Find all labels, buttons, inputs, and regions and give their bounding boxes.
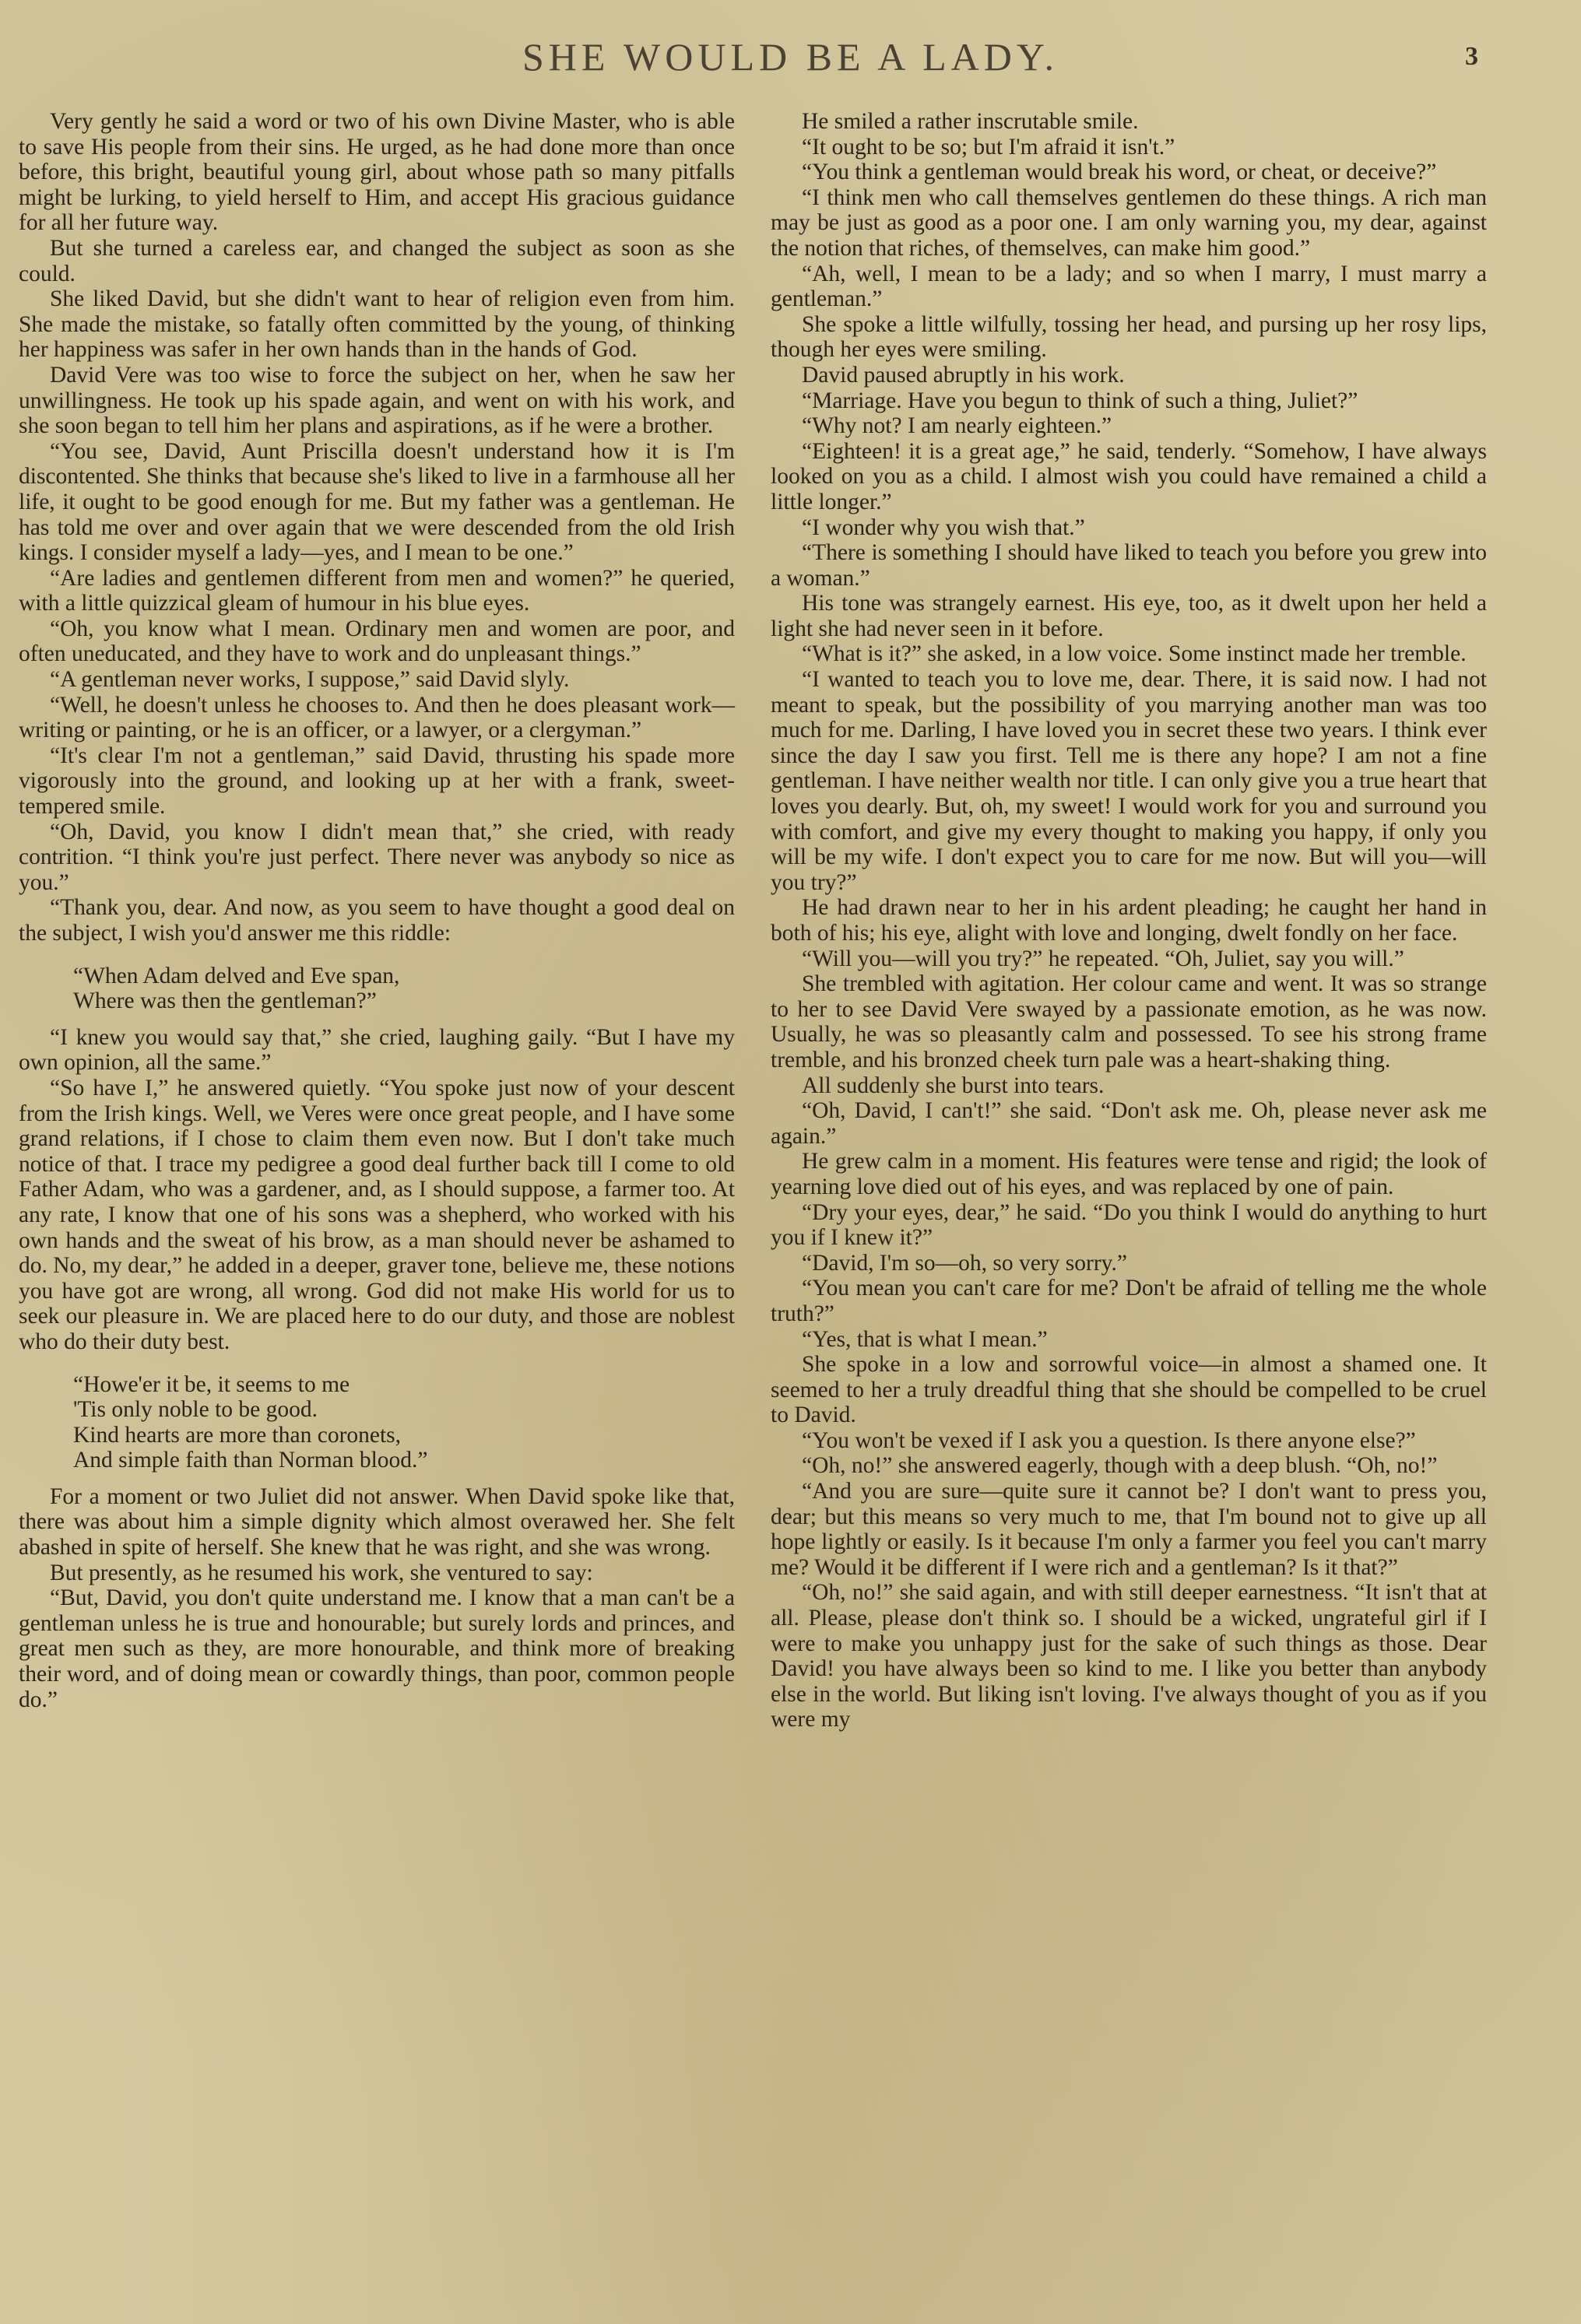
paragraph: “I wonder why you wish that.” <box>802 514 1085 540</box>
paragraph: She spoke a little wilfully, tossing her head, and pursing up her rosy lips, though her eyes were smiling. <box>771 311 1487 363</box>
paragraph: “And you are sure—quite sure it cannot be? I don't want to press you, dear; but this means so very much to me, that I'm bound not to give up all hope lightly or easily. Is it because I'm only a farmer you feel you can't marry me? Would it be different if I were rich and a gentleman? Is it that?” <box>771 1479 1487 1580</box>
paragraph: He smiled a rather inscrutable smile. <box>802 109 1139 134</box>
paragraph: “Yes, that is what I mean.” <box>802 1326 1048 1352</box>
paragraph: “I wanted to teach you to love me, dear. There, it is said now. I had not meant to speak, but the possibility of you marrying another man was too much for me. Darling, I have loved you in secret these two years. I think ever since the day I saw you first. Tell me is there any hope? I am not a fine gentleman. I have neither wealth nor title. I can only give you a true heart that loves you dearly. But, oh, my sweet! I would work for you and surround you with comfort, and give my every thought to making you happy, if only you will be my wife. I don't expect you to care for me now. But will you—will you try?” <box>771 667 1487 895</box>
paragraph: “Oh, no!” she said again, and with still deeper earnestness. “It isn't that at all. Please, please don't think so. I should be a wicked, ungrateful girl if I were to make you unhappy just for the sake of such things as those. Dear David! you have always been so kind to me. I like you better than anybody else in the world. But liking isn't loving. I've always thought of you as if you were my <box>771 1580 1487 1732</box>
paragraph: She liked David, but she didn't want to hear of religion even from him. She made the mistake, so fatally often committed by the young, of thinking her happiness was safer in her own hands than in the hands of God. <box>19 286 735 363</box>
paragraph: He grew calm in a moment. His features were tense and rigid; the look of yearning love died out of his eyes, and was replaced by one of pain. <box>771 1149 1487 1199</box>
paragraph: “David, I'm so—oh, so very sorry.” <box>802 1250 1127 1276</box>
running-head: SHE WOULD BE A LADY. <box>522 35 1059 79</box>
paragraph: “Ah, well, I mean to be a lady; and so when I marry, I must marry a gentleman.” <box>771 261 1487 312</box>
right-column <box>771 109 1487 1732</box>
paragraph: But she turned a careless ear, and changed the subject as soon as she could. <box>19 235 735 286</box>
paragraph: Very gently he said a word or two of his own Divine Master, who is able to save His people from their sins. He urged, as he had done more than once before, this bright, beautiful young girl, about whose path so many pitfalls might be lurking, to yield herself to Him, and accept His gracious guidance for all her future way. <box>19 109 735 236</box>
paragraph: “You think a gentleman would break his word, or cheat, or deceive?” <box>802 160 1437 185</box>
paragraph: “Oh, no!” she answered eagerly, though with a deep blush. “Oh, no!” <box>802 1453 1438 1479</box>
paragraph: She trembled with agitation. Her colour came and went. It was so strange to her to see David Vere swayed by a passionate emotion, as he was now. Usually, he was so pleasantly calm and possessed. To see his strong frame tremble, and his bronzed cheek turn pale was a heart-shaking thing. <box>771 971 1487 1072</box>
paragraph: “Are ladies and gentlemen different from men and women?” he queried, with a little quizzical gleam of humour in his blue eyes. <box>19 565 735 616</box>
paragraph: “Oh, you know what I mean. Ordinary men and women are poor, and often uneducated, and they have to work and do unpleasant things.” <box>19 616 735 667</box>
verse-quote: “Howe'er it be, it seems to me 'Tis only noble to be good. Kind hearts are more than coronets, And simple faith than Norman blood.” <box>73 1371 428 1473</box>
paragraph: “Thank you, dear. And now, as you seem to have thought a good deal on the subject, I wish you'd answer me this riddle: <box>19 895 735 946</box>
paragraph: “You see, David, Aunt Priscilla doesn't understand how it is I'm discontented. She thinks that because she's liked to live in a farmhouse all her life, it ought to be good enough for me. But my father was a gentleman. He has told me over and over again that we were descended from the old Irish kings. I consider myself a lady—yes, and I mean to be one.” <box>19 438 735 566</box>
paragraph: “It's clear I'm not a gentleman,” said David, thrusting his spade more vigorously into the ground, and looking up at her with a frank, sweet-tempered smile. <box>19 742 735 820</box>
paragraph: She spoke in a low and sorrowful voice—in almost a shamed one. It seemed to her a truly dreadful thing that she should be compelled to be cruel to David. <box>771 1352 1487 1428</box>
paragraph: “Why not? I am nearly eighteen.” <box>802 413 1112 439</box>
paragraph: “Oh, David, you know I didn't mean that,” she cried, with ready contrition. “I think you're just perfect. There never was anybody so nice as you.” <box>19 819 735 895</box>
paragraph: “Oh, David, I can't!” she said. “Don't ask me. Oh, please never ask me again.” <box>771 1098 1487 1149</box>
paragraph: David paused abruptly in his work. <box>802 362 1125 388</box>
paragraph: His tone was strangely earnest. His eye, too, as it dwelt upon her held a light she had never seen in it before. <box>771 591 1487 641</box>
paragraph: “But, David, you don't quite understand me. I know that a man can't be a gentleman unless he is true and honourable; but surely lords and princes, and great men such as they, are more honourable, and think more of breaking their word, and of doing mean or cowardly things, than poor, common people do.” <box>19 1585 735 1712</box>
paragraph: “I think men who call themselves gentlemen do these things. A rich man may be just as good as a poor one. I am only warning you, my dear, against the notion that riches, of themselves, can make him good.” <box>771 184 1487 261</box>
paragraph: “Will you—will you try?” he repeated. “Oh, Juliet, say you will.” <box>802 946 1404 971</box>
paragraph: He had drawn near to her in his ardent pleading; he caught her hand in both of his; his eye, alight with love and longing, dwelt fondly on her face. <box>771 895 1487 946</box>
left-column <box>19 109 735 1712</box>
paragraph: “Dry your eyes, dear,” he said. “Do you think I would do anything to hurt you if I knew it?” <box>771 1199 1487 1251</box>
paragraph: “Eighteen! it is a great age,” he said, tenderly. “Somehow, I have always looked on you as a child. I almost wish you could have remained a child a little longer.” <box>771 438 1487 514</box>
verse-quote: “When Adam delved and Eve span, Where was then the gentleman?” <box>73 963 400 1014</box>
paragraph: David Vere was too wise to force the subject on her, when he saw her unwillingness. He took up his spade again, and went on with his work, and she soon began to tell him her plans and aspirations, as if he were a brother. <box>19 362 735 439</box>
paragraph: “You mean you can't care for me? Don't be afraid of telling me the whole truth?” <box>771 1276 1487 1326</box>
paragraph: “It ought to be so; but I'm afraid it isn't.” <box>802 134 1175 160</box>
paragraph: “You won't be vexed if I ask you a question. Is there anyone else?” <box>802 1427 1416 1453</box>
paragraph: “Well, he doesn't unless he chooses to. And then he does pleasant work—writing or painting, or he is an officer, or a lawyer, or a clergyman.” <box>19 692 735 743</box>
paragraph: “There is something I should have liked to teach you before you grew into a woman.” <box>771 540 1487 591</box>
paragraph: But presently, as he resumed his work, she ventured to say: <box>50 1560 593 1585</box>
paragraph: “What is it?” she asked, in a low voice. Some instinct made her tremble. <box>802 641 1467 667</box>
paragraph: For a moment or two Juliet did not answer. When David spoke like that, there was about him a simple dignity which almost overawed her. She felt abashed in spite of herself. She knew that he was right, and she was wrong. <box>19 1483 735 1560</box>
paragraph: “Marriage. Have you begun to think of such a thing, Juliet?” <box>802 388 1358 413</box>
page-number: 3 <box>1465 42 1478 71</box>
paragraph: “A gentleman never works, I suppose,” said David slyly. <box>50 667 570 693</box>
paragraph: “So have I,” he answered quietly. “You spoke just now of your descent from the Irish kings. Well, we Veres were once great people, and I have some grand relations, if I chose to claim them even now. But I don't take much notice of that. I trace my pedigree a good deal further back till I come to old Father Adam, who was a gardener, and, as I should suppose, a farmer too. At any rate, I know that one of his sons was a shepherd, who worked with his own hands and the sweat of his brow, as a man should never be ashamed to do. No, my dear,” he added in a deeper, graver tone, believe me, these notions you have got are wrong, all wrong. God did not make His world for us to seek our pleasure in. We are placed here to do our duty, and those are noblest who do their duty best. <box>19 1075 735 1354</box>
paragraph: “I knew you would say that,” she cried, laughing gaily. “But I have my own opinion, all the same.” <box>19 1024 735 1076</box>
paragraph: All suddenly she burst into tears. <box>802 1072 1105 1098</box>
